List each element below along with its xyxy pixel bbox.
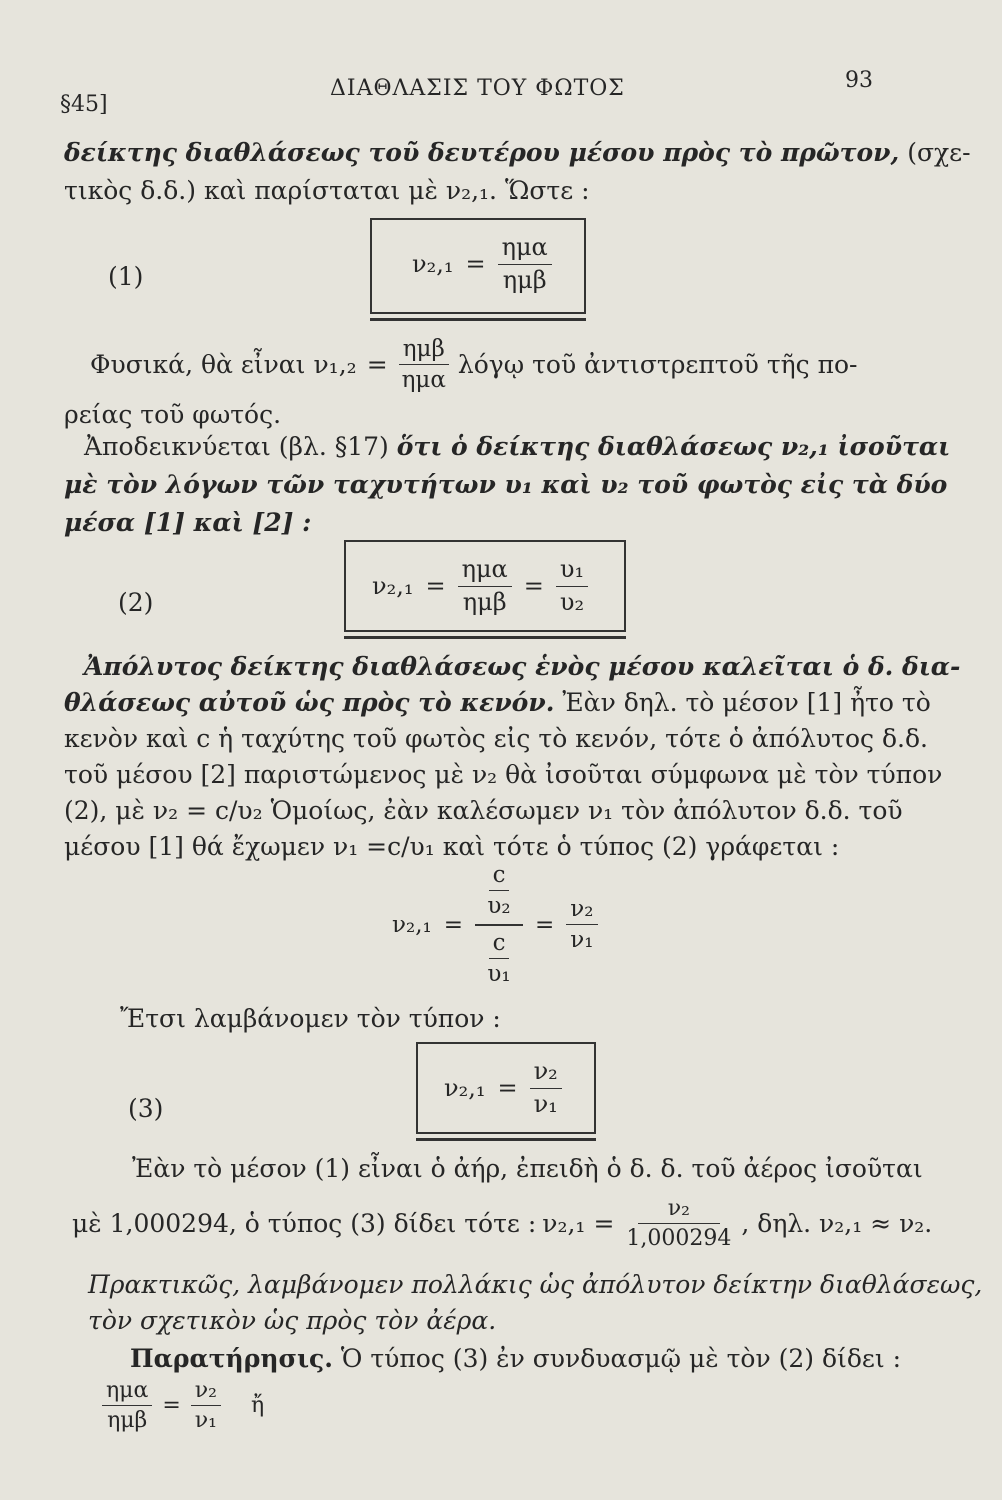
equation-3-label: (3) bbox=[128, 1094, 164, 1123]
equation-1-label: (1) bbox=[108, 262, 144, 291]
proof-line1: Ἀποδεικνύεται (βλ. §17) ὅτι ὁ δείκτης διαθλάσεως ν₂,₁ ἰσοῦται bbox=[84, 432, 951, 461]
compound-fraction: $\frac{c}{\text{υ₂}}$ $\frac{c}{\text{υ₁}}$ bbox=[475, 862, 523, 988]
page-number: 93 bbox=[845, 68, 873, 93]
para1-line1: δείκτης διαθλάσεως τοῦ δευτέρου μέσου πρὸς τὸ πρῶτον, (σχε- bbox=[64, 138, 971, 167]
absolute-line2: θλάσεως αὐτοῦ ὡς πρὸς τὸ κενόν. Ἐὰν δηλ. τὸ μέσον [1] ἦτο τὸ bbox=[64, 688, 931, 717]
air-line2: μὲ 1,000294, ὁ τύπος (3) δίδει τότε : ν₂,₁ = $\frac{\text{ν₂}}{1,000294}$ , δηλ. ν₂,₁ ≈ ν₂. bbox=[72, 1196, 933, 1252]
absolute-line1: Ἀπόλυτος δείκτης διαθλάσεως ἑνὸς μέσου καλεῖται ὁ δ. δια- bbox=[84, 652, 961, 681]
section-marker: §45] bbox=[60, 92, 108, 117]
final-or: ἤ bbox=[250, 1393, 265, 1419]
air-line1: Ἐὰν τὸ μέσον (1) εἶναι ὁ ἀήρ, ἐπειδὴ ὁ δ. δ. τοῦ ἀέρος ἰσοῦται bbox=[132, 1154, 923, 1183]
fysika-line: Φυσικά, θὰ εἶναι ν₁,₂ = $\frac{\text{ημβ}}{\text{ημα}}$ λόγῳ τοῦ ἀντιστρεπτοῦ τῆς πο- bbox=[90, 336, 858, 394]
proof-line3: μέσα [1] καὶ [2] : bbox=[64, 508, 312, 537]
practical-line2: τὸν σχετικὸν ὡς πρὸς τὸν ἀέρα. bbox=[88, 1306, 497, 1335]
proof-line2: μὲ τὸν λόγων τῶν ταχυτήτων υ₁ καὶ υ₂ τοῦ φωτὸς εἰς τὰ δύο bbox=[64, 470, 948, 499]
equation-2-box bbox=[344, 540, 626, 632]
equation-3: ν₂,₁ = $\frac{\text{ν₂}}{\text{ν₁}}$ bbox=[444, 1058, 562, 1118]
absolute-line4: τοῦ μέσου [2] παριστώμενος μὲ ν₂ θὰ ἰσοῦται σύμφωνα μὲ τὸν τύπον bbox=[64, 760, 943, 789]
fysika-line2: ρείας τοῦ φωτός. bbox=[64, 400, 282, 429]
final-formula: $\frac{\text{ημα}}{\text{ημβ}}$ = $\frac{\text{ν₂}}{\text{ν₁}}$ ἤ bbox=[102, 1378, 264, 1434]
equation-1-box bbox=[370, 218, 586, 314]
absolute-line5: (2), μὲ ν₂ = c/υ₂ Ὁμοίως, ἐὰν καλέσωμεν ν₁ τὸν ἀπόλυτον δ.δ. τοῦ bbox=[64, 796, 903, 825]
absolute-line6: μέσου [1] θά ἔχωμεν ν₁ =c/υ₁ καὶ τότε ὁ τύπος (2) γράφεται : bbox=[64, 832, 840, 861]
page-title: ΔΙΑΘΛΑΣΙΣ ΤΟΥ ΦΩΤΟΣ bbox=[330, 76, 625, 101]
equation-1: ν₂,₁ = $\frac{\text{ημα}}{\text{ημβ}}$ bbox=[412, 234, 552, 294]
para1-line2: τικὸς δ.δ.) καὶ παρίσταται μὲ ν₂,₁. Ὥστε : bbox=[64, 176, 590, 205]
practical-line1: Πρακτικῶς, λαμβάνομεν πολλάκις ὡς ἀπόλυτον δείκτην διαθλάσεως, bbox=[88, 1270, 983, 1299]
absolute-line3: κενὸν καὶ c ἡ ταχύτης τοῦ φωτὸς εἰς τὸ κενόν, τότε ὁ ἀπόλυτος δ.δ. bbox=[64, 724, 928, 753]
equation-2-label: (2) bbox=[118, 588, 154, 617]
etsi-line: Ἔτσι λαμβάνομεν τὸν τύπον : bbox=[120, 1004, 501, 1033]
remark-line: Παρατήρησις. Ὁ τύπος (3) ἐν συνδυασμῷ μὲ τὸν (2) δίδει : bbox=[130, 1344, 901, 1373]
compound-equation: ν₂,₁ = $\frac{c}{\text{υ₂}}$ $\frac{c}{\text{υ₁}}$ = $\frac{\text{ν₂}}{\text{ν₁}}$ bbox=[392, 862, 598, 988]
equation-3-box bbox=[416, 1042, 596, 1134]
equation-2: ν₂,₁ = $\frac{\text{ημα}}{\text{ημβ}}$ = $\frac{\text{υ₁}}{\text{υ₂}}$ bbox=[372, 556, 588, 616]
